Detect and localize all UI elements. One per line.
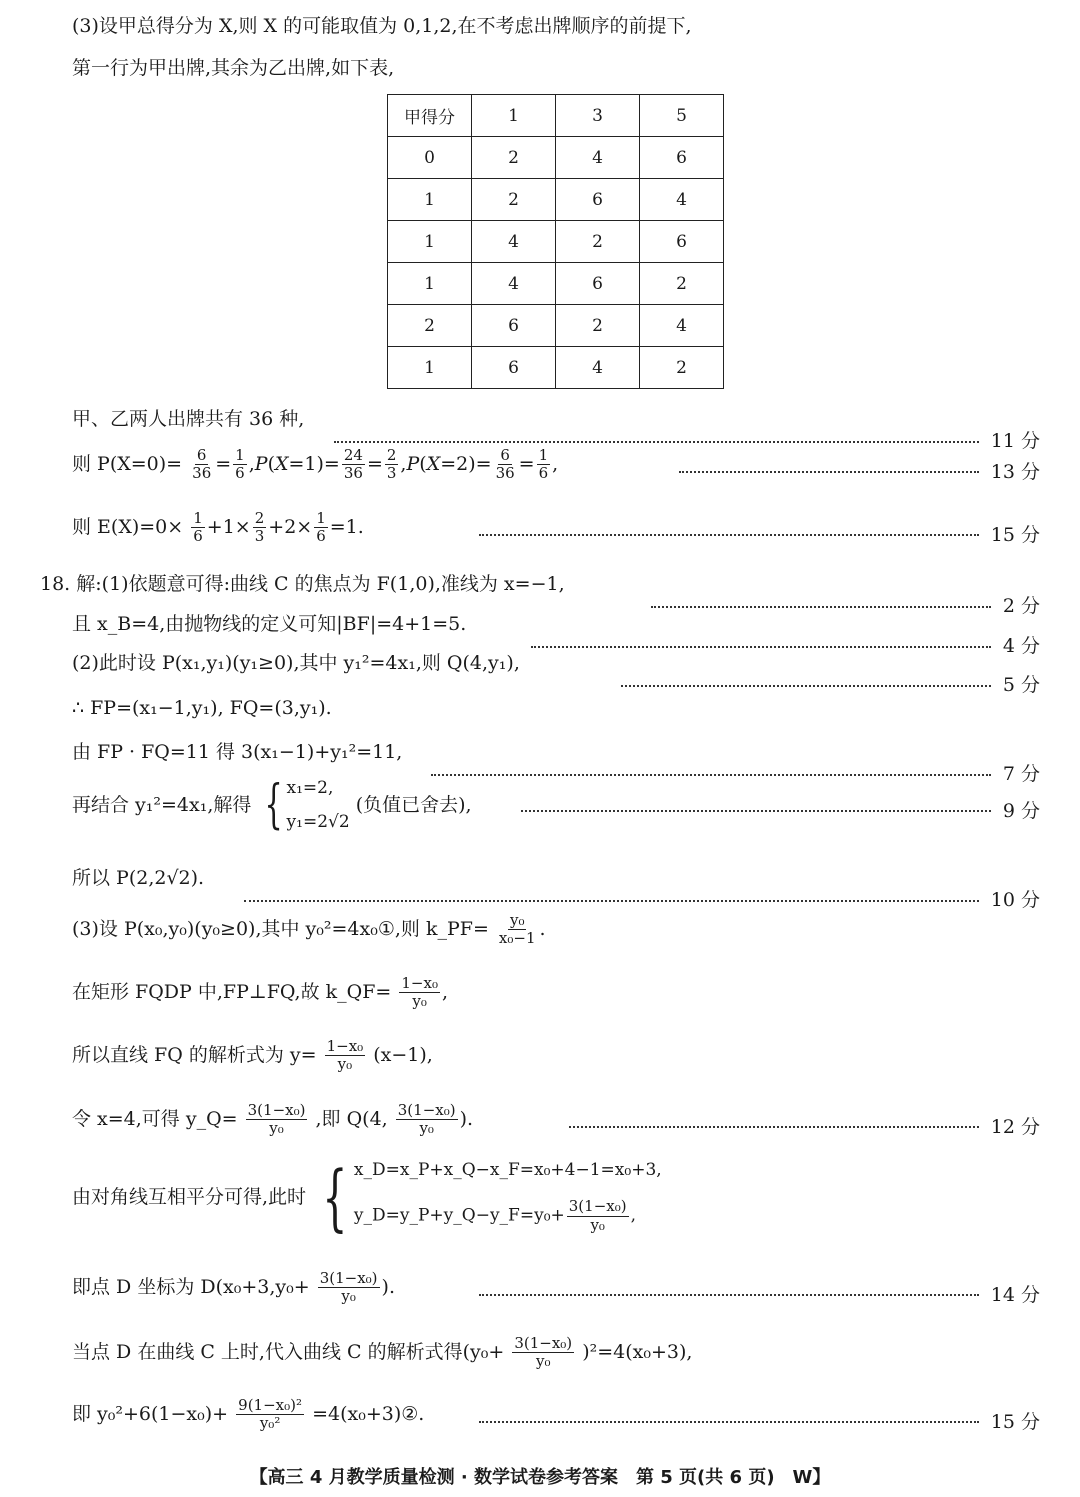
- fraction: $\frac{\text{y₀}}{\text{x₀−1}}$: [498, 911, 536, 948]
- table-cell: 4: [640, 179, 724, 221]
- score-leader: 14 分: [479, 1284, 1040, 1307]
- score-leader: 11 分: [334, 430, 1040, 453]
- table-cell: 6: [472, 347, 556, 389]
- table-cell: 2: [640, 347, 724, 389]
- q18-line-9: 在矩形 FQDP 中,FP⊥FQ,故 k_QF= $\frac{\text{1−x₀}}{\text{y₀}}$ ,: [72, 974, 449, 1011]
- fraction: $\frac{1}{6}$: [193, 509, 203, 546]
- q18-line-7: 所以 P(2,2√2). 10 分: [72, 866, 1040, 912]
- table-row: [388, 221, 724, 263]
- q18-line-15: 即 y₀²+6(1−x₀)+ $\frac{\text{9(1−x₀)²}}{\text{y₀²}}$ =4(x₀+3)②. 15 分: [72, 1396, 1040, 1433]
- q18-line-6: 再结合 y₁²=4x₁,解得 { x₁=2, y₁=2√2 (负值已舍去), 9 分: [72, 775, 1040, 836]
- table-cell: 1: [388, 179, 472, 221]
- q18-line-4: ∴ FP=(x₁−1,y₁), FQ=(3,y₁).: [72, 696, 332, 719]
- table-cell: 2: [472, 179, 556, 221]
- table-cell: 6: [640, 137, 724, 179]
- score-leader: 7 分: [431, 763, 1040, 786]
- table-cell: 5: [640, 95, 724, 137]
- equation-system: { x_D=x_P+x_Q−x_F=x₀+4−1=x₀+3, y_D=y_P+y_Q−y_F=y₀+ $\frac{\text{3(1−x₀)}}{\text{y₀}}$ ,: [322, 1154, 662, 1239]
- fraction: $\frac{\text{1−x₀}}{\text{y₀}}$: [401, 974, 438, 1011]
- equation-system: { x₁=2, y₁=2√2: [264, 775, 350, 836]
- table-header-row: [388, 95, 724, 137]
- probability-line: 则 P(X=0)= $\frac{6}{36}$ = $\frac{1}{6}$ ,P(X=1)= $\frac{24}{36}$ = $\frac{2}{3}$ ,P(X=2)= $\frac{6}{36}$ = $\frac{1}{6}$ , 13 分: [72, 446, 1040, 483]
- table-cell: 甲得分: [388, 95, 472, 137]
- table-cell: 2: [556, 305, 640, 347]
- total-line: 甲、乙两人出牌共有 36 种, 11 分: [72, 407, 1040, 453]
- table-cell: 4: [556, 347, 640, 389]
- q18-line-8: (3)设 P(x₀,y₀)(y₀≥0),其中 y₀²=4x₀①,则 k_PF= $\frac{\text{y₀}}{\text{x₀−1}}$ .: [72, 911, 546, 948]
- table-cell: 4: [640, 305, 724, 347]
- fraction: $\frac{2}{3}$: [386, 446, 397, 483]
- q18-line-5: 由 FP · FQ=11 得 3(x₁−1)+y₁²=11, 7 分: [72, 740, 1040, 786]
- fraction: $\frac{6}{36}$: [495, 446, 515, 483]
- score-leader: 12 分: [569, 1116, 1040, 1139]
- fraction: $\frac{1}{6}$: [316, 509, 326, 546]
- table-cell: 1: [388, 347, 472, 389]
- score-table: [387, 94, 724, 389]
- table-cell: 4: [472, 263, 556, 305]
- fraction: $\frac{\text{3(1−x₀)}}{\text{y₀}}$: [247, 1101, 306, 1138]
- table-row: [388, 305, 724, 347]
- table-cell: 1: [388, 221, 472, 263]
- table-cell: 2: [472, 137, 556, 179]
- expectation-line: 则 E(X)=0× $\frac{1}{6}$ +1× $\frac{2}{3}$ +2× $\frac{1}{6}$ =1. 15 分: [72, 509, 1040, 546]
- q18-line-10: 所以直线 FQ 的解析式为 y= $\frac{\text{1−x₀}}{\text{y₀}}$ (x−1),: [72, 1037, 433, 1074]
- fraction: $\frac{1}{6}$: [235, 446, 245, 483]
- fraction: $\frac{\text{3(1−x₀)}}{\text{y₀}}$: [319, 1269, 378, 1306]
- table-cell: 6: [556, 179, 640, 221]
- table-cell: 2: [556, 221, 640, 263]
- page-footer: 【高三 4 月教学质量检测 · 数学试卷参考答案 第 5 页(共 6 页) W】: [249, 1467, 831, 1488]
- table-cell: 4: [472, 221, 556, 263]
- score-leader: 4 分: [531, 635, 1040, 658]
- table-cell: 3: [556, 95, 640, 137]
- table-cell: 0: [388, 137, 472, 179]
- table-cell: 1: [388, 263, 472, 305]
- q18-line-3: (2)此时设 P(x₁,y₁)(y₁≥0),其中 y₁²=4x₁,则 Q(4,y₁), 5 分: [72, 651, 1040, 697]
- q18-line-14: 当点 D 在曲线 C 上时,代入曲线 C 的解析式得(y₀+ $\frac{\text{3(1−x₀)}}{\text{y₀}}$ )²=4(x₀+3),: [72, 1334, 693, 1371]
- score-leader: 2 分: [651, 595, 1040, 618]
- table-row: [388, 347, 724, 389]
- table-row: [388, 179, 724, 221]
- q18-line-12: 由对角线互相平分可得,此时 { x_D=x_P+x_Q−x_F=x₀+4−1=x₀+3, y_D=y_P+y_Q−y_F=y₀+ $\frac{\text{3(1−x₀)}}{\text{y₀}}$ ,: [72, 1154, 662, 1239]
- score-leader: 15 分: [479, 1411, 1040, 1434]
- table-cell: 6: [472, 305, 556, 347]
- table-cell: 2: [388, 305, 472, 347]
- table-row: [388, 263, 724, 305]
- q18-line-1: 18. 解:(1)依题意可得:曲线 C 的焦点为 F(1,0),准线为 x=−1, 2 分: [40, 572, 1040, 618]
- fraction: $\frac{\text{3(1−x₀)}}{\text{y₀}}$: [397, 1101, 456, 1138]
- intro-line-1: (3)设甲总得分为 X,则 X 的可能取值为 0,1,2,在不考虑出牌顺序的前提下,: [72, 14, 692, 37]
- table-cell: 6: [640, 221, 724, 263]
- fraction: $\frac{\text{1−x₀}}{\text{y₀}}$: [326, 1037, 364, 1074]
- score-leader: 5 分: [621, 674, 1040, 697]
- table-cell: 1: [472, 95, 556, 137]
- fraction: $\frac{\text{3(1−x₀)}}{\text{y₀}}$: [514, 1334, 573, 1371]
- table-row: [388, 137, 724, 179]
- fraction: $\frac{24}{36}$: [343, 446, 363, 483]
- fraction: $\frac{\text{3(1−x₀)}}{\text{y₀}}$: [568, 1197, 627, 1234]
- score-leader: 10 分: [244, 889, 1040, 912]
- intro-line-2: 第一行为甲出牌,其余为乙出牌,如下表,: [72, 56, 395, 79]
- score-leader: 15 分: [479, 524, 1040, 547]
- table-cell: 4: [556, 137, 640, 179]
- fraction: $\frac{2}{3}$: [254, 509, 265, 546]
- fraction: $\frac{6}{36}$: [192, 446, 212, 483]
- fraction: $\frac{\text{9(1−x₀)²}}{\text{y₀²}}$: [238, 1396, 303, 1433]
- fraction: $\frac{1}{6}$: [538, 446, 549, 483]
- q18-line-13: 即点 D 坐标为 D(x₀+3,y₀+ $\frac{\text{3(1−x₀)}}{\text{y₀}}$ ). 14 分: [72, 1269, 1040, 1306]
- score-leader: 9 分: [521, 800, 1040, 823]
- q18-line-11: 令 x=4,可得 y_Q= $\frac{\text{3(1−x₀)}}{\text{y₀}}$ ,即 Q(4, $\frac{\text{3(1−x₀)}}{\text{y₀}}$ ). 12 分: [72, 1101, 1040, 1138]
- q18-line-2: 且 x_B=4,由抛物线的定义可知|BF|=4+1=5. 4 分: [72, 612, 1040, 658]
- table-cell: 2: [640, 263, 724, 305]
- table-cell: 6: [556, 263, 640, 305]
- score-leader: 13 分: [679, 461, 1040, 484]
